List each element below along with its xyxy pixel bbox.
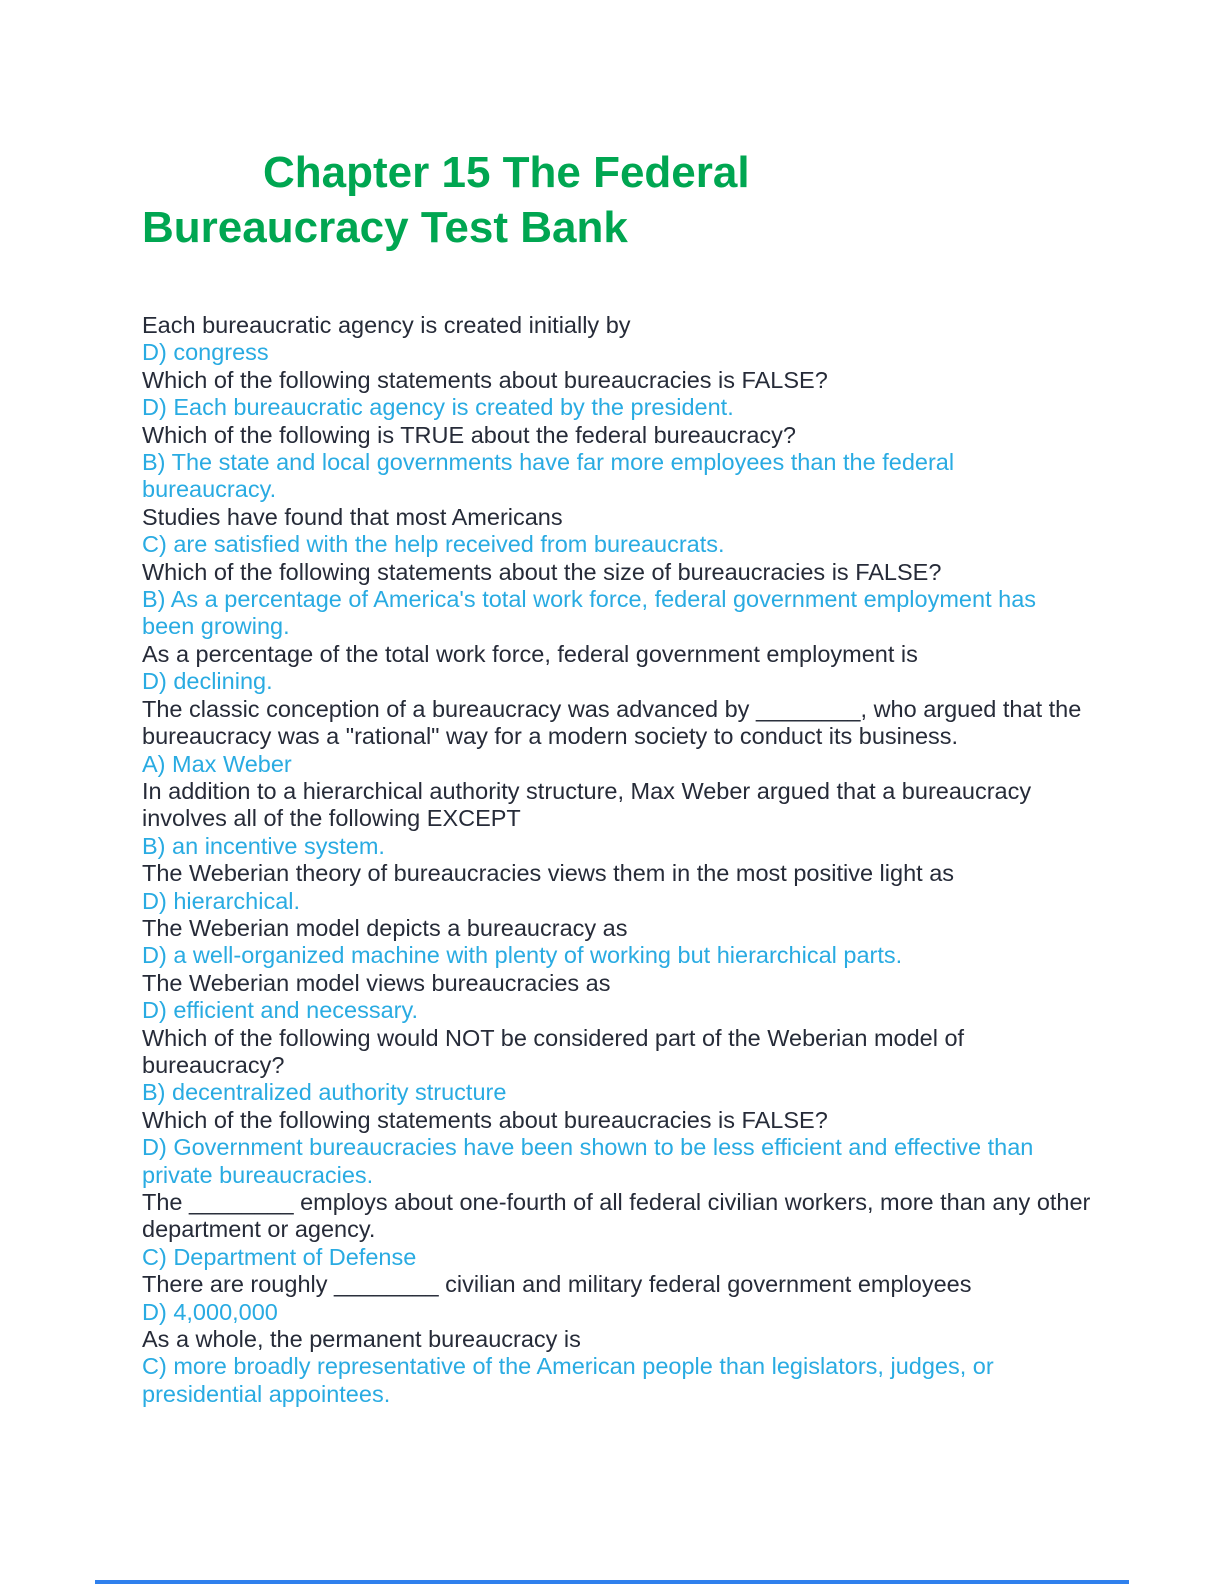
answer-text: B) As a percentage of America's total work force, federal government employment has been growing. bbox=[142, 586, 1037, 640]
question-text: In addition to a hierarchical authority structure, Max Weber argued that a bureaucracy involves all of the following EXCEPT bbox=[142, 777, 1032, 832]
question-text: The classic conception of a bureaucracy was advanced by ________, who argued that the bureaucracy was a "rational" way for a modern society to conduct its business. bbox=[142, 695, 1082, 750]
answer-text: A) Max Weber bbox=[142, 750, 292, 777]
page-bottom-divider bbox=[95, 1580, 1129, 1584]
answer-text: D) Government bureaucracies have been shown to be less efficient and effective than private bureaucracies. bbox=[142, 1134, 1034, 1188]
question-text: Each bureaucratic agency is created initially by bbox=[142, 312, 631, 338]
question-text: Which of the following statements about the size of bureaucracies is FALSE? bbox=[142, 558, 942, 585]
question-text: The Weberian theory of bureaucracies views them in the most positive light as bbox=[142, 860, 955, 887]
question-text: Which of the following statements about bureaucracies is FALSE? bbox=[142, 1106, 828, 1133]
question-text: Studies have found that most Americans bbox=[142, 503, 563, 530]
question-text: Which of the following statements about bureaucracies is FALSE? bbox=[142, 366, 828, 393]
answer-text: D) declining. bbox=[142, 668, 273, 695]
answer-text: D) efficient and necessary. bbox=[142, 997, 419, 1024]
answer-text: D) hierarchical. bbox=[142, 887, 301, 914]
question-text: The Weberian model depicts a bureaucracy as bbox=[142, 914, 628, 941]
answer-text: D) Each bureaucratic agency is created by the president. bbox=[142, 394, 734, 421]
question-text: Which of the following is TRUE about the federal bureaucracy? bbox=[142, 421, 796, 448]
answer-text: C) are satisfied with the help received from bureaucrats. bbox=[142, 531, 725, 558]
question-text: As a percentage of the total work force, federal government employment is bbox=[142, 640, 918, 667]
answer-text: B) an incentive system. bbox=[142, 832, 385, 859]
answer-text: B) decentralized authority structure bbox=[142, 1079, 507, 1106]
answer-text: C) more broadly representative of the American people than legislators, judges, or presidential appointees. bbox=[142, 1353, 994, 1407]
answer-text: D) 4,000,000 bbox=[142, 1298, 278, 1325]
question-text: There are roughly ________ civilian and military federal government employees bbox=[142, 1271, 972, 1298]
qa-list bbox=[142, 312, 1092, 1408]
answer-text: B) The state and local governments have far more employees than the federal bureaucracy. bbox=[142, 449, 955, 503]
question-text: The ________ employs about one-fourth of all federal civilian workers, more than any other department or agency. bbox=[142, 1189, 1091, 1243]
question-text: As a whole, the permanent bureaucracy is bbox=[142, 1326, 581, 1353]
answer-text: D) congress bbox=[142, 339, 269, 366]
page-title-line-2: Bureaucracy Test Bank bbox=[142, 203, 628, 252]
page-title-line-1: Chapter 15 The Federal bbox=[263, 148, 750, 197]
answer-text: D) a well-organized machine with plenty of working but hierarchical parts. bbox=[142, 942, 903, 969]
page-title bbox=[142, 145, 862, 255]
answer-text: C) Department of Defense bbox=[142, 1243, 417, 1270]
question-text: Which of the following would NOT be considered part of the Weberian model of bureaucracy? bbox=[142, 1024, 965, 1078]
question-text: The Weberian model views bureaucracies as bbox=[142, 969, 611, 996]
